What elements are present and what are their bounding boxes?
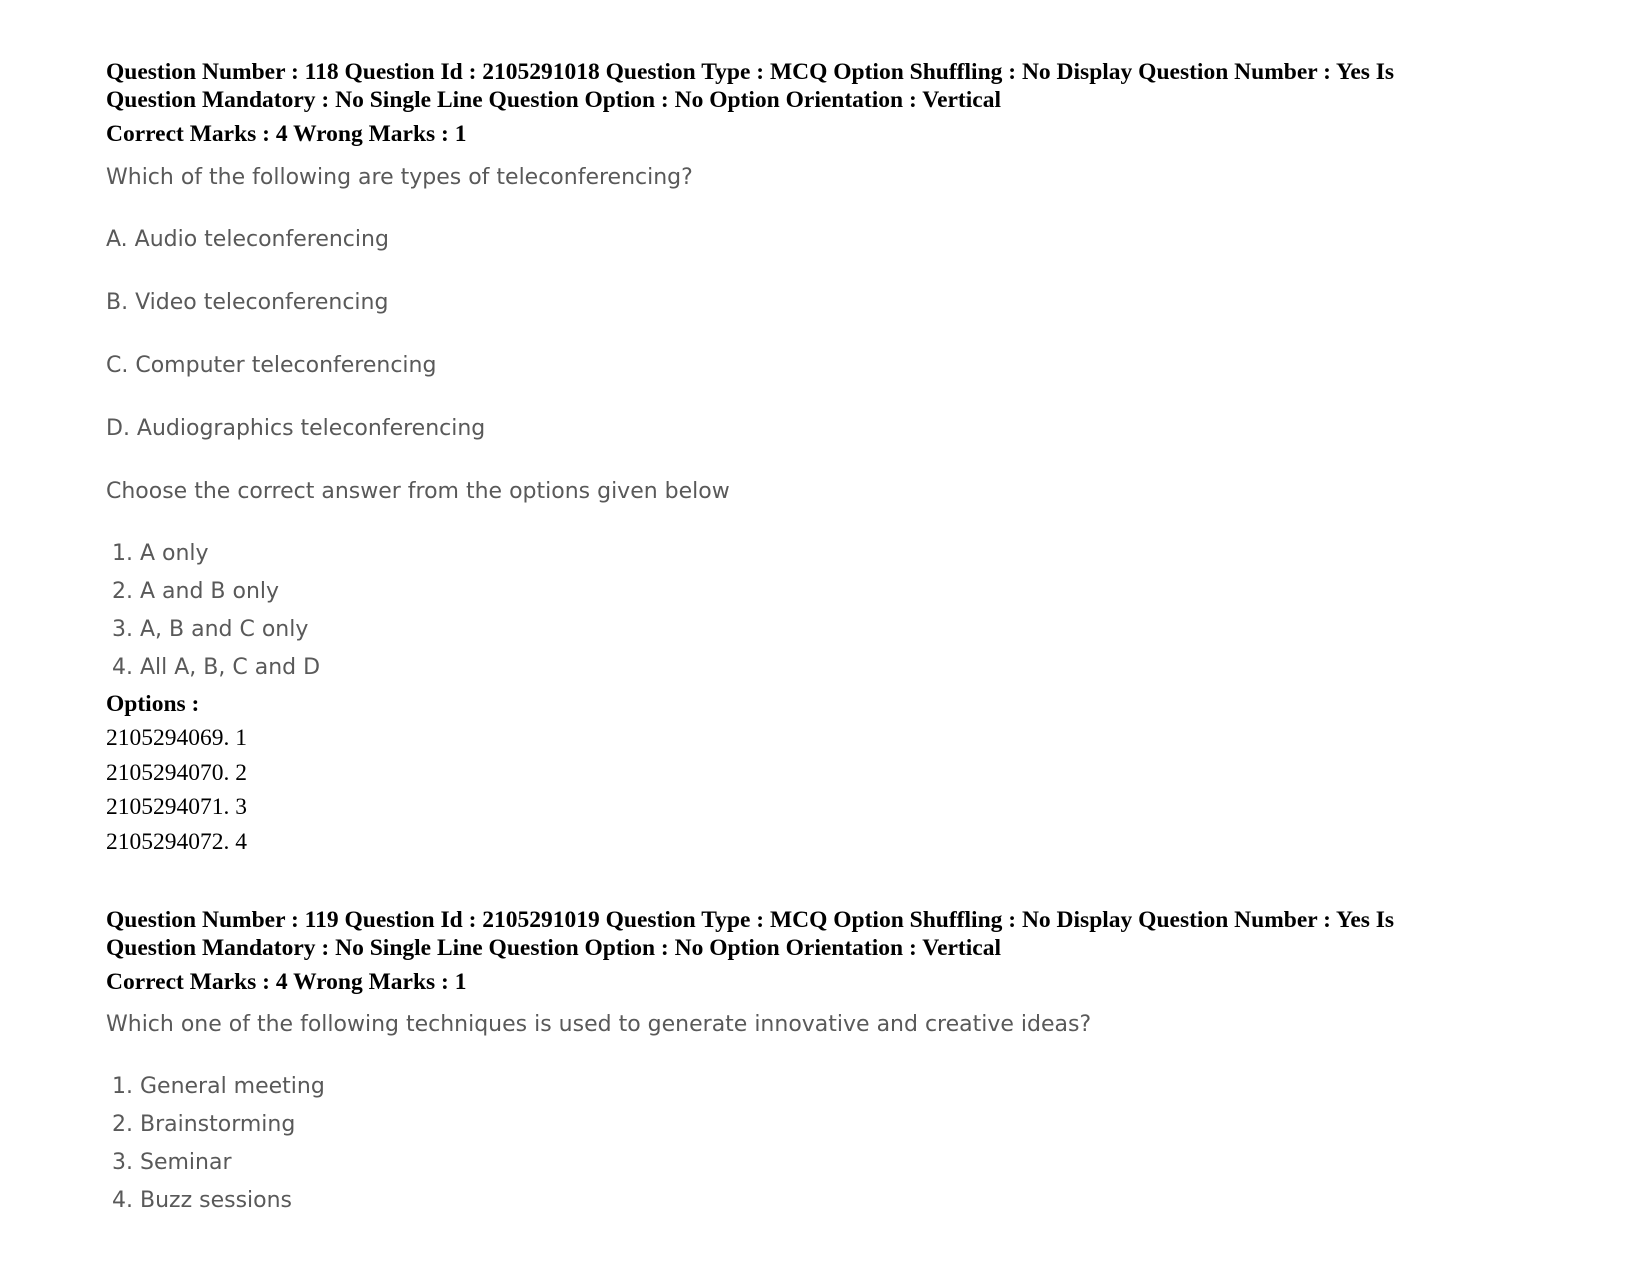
answer-item: 2. A and B only xyxy=(112,579,280,604)
answer-item: 1. General meeting xyxy=(112,1074,325,1099)
question-marks: Correct Marks : 4 Wrong Marks : 1 xyxy=(106,969,467,995)
answer-list xyxy=(106,1072,325,1224)
question-meta-line2: Question Mandatory : No Single Line Question Option : No Option Orientation : Vertical xyxy=(106,935,1001,961)
option-row: 2105294072. 4 xyxy=(106,828,247,855)
statement-a: A. Audio teleconferencing xyxy=(106,227,389,252)
statement-d: D. Audiographics teleconferencing xyxy=(106,416,486,441)
statement-b: B. Video teleconferencing xyxy=(106,290,389,315)
question-meta-line1: Question Number : 118 Question Id : 2105291018 Question Type : MCQ Option Shuffling : No Display Question Number : Yes Is xyxy=(106,59,1395,85)
option-list xyxy=(106,721,247,859)
answer-item: 2. Brainstorming xyxy=(112,1112,296,1137)
question-text: Which one of the following techniques is used to generate innovative and creative ideas? xyxy=(106,1012,1092,1037)
answer-item: 1. A only xyxy=(112,541,209,566)
question-meta-line2: Question Mandatory : No Single Line Question Option : No Option Orientation : Vertical xyxy=(106,87,1001,113)
question-marks: Correct Marks : 4 Wrong Marks : 1 xyxy=(106,121,467,147)
option-row: 2105294070. 2 xyxy=(106,759,247,786)
answer-list xyxy=(106,539,320,691)
question-text: Which of the following are types of teleconferencing? xyxy=(106,165,693,190)
question-118 xyxy=(106,58,1546,148)
answer-item: 3. A, B and C only xyxy=(112,617,309,642)
answer-item: 3. Seminar xyxy=(112,1150,232,1175)
answer-item: 4. All A, B, C and D xyxy=(112,655,321,680)
question-instruction: Choose the correct answer from the options given below xyxy=(106,479,730,504)
statement-c: C. Computer teleconferencing xyxy=(106,353,437,378)
question-119 xyxy=(106,906,1546,996)
option-row: 2105294069. 1 xyxy=(106,725,247,751)
option-row: 2105294071. 3 xyxy=(106,794,247,820)
answer-item: 4. Buzz sessions xyxy=(112,1188,293,1213)
question-meta-line1: Question Number : 119 Question Id : 2105291019 Question Type : MCQ Option Shuffling : No Display Question Number : Yes Is xyxy=(106,907,1395,933)
options-label: Options : xyxy=(106,691,200,717)
